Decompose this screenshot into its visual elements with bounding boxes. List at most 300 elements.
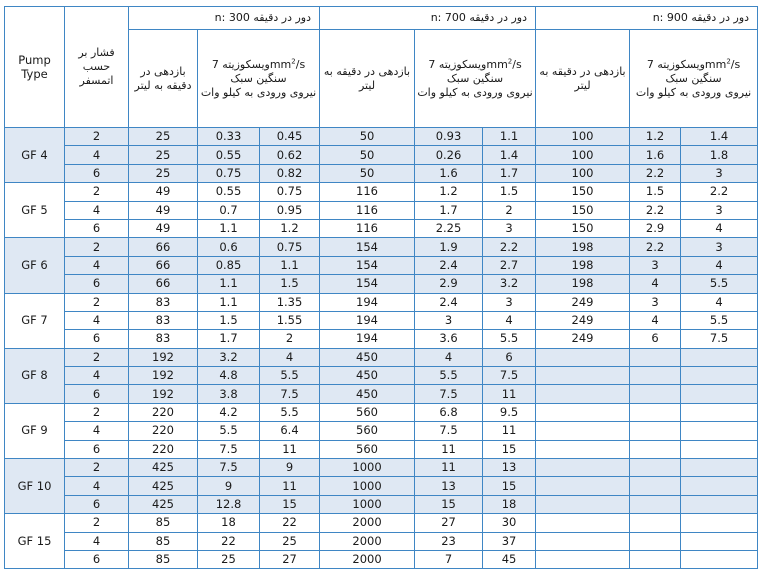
- table-cell: [536, 495, 630, 513]
- viscosity-label-post: /s: [730, 57, 741, 71]
- viscosity-label: [630, 58, 757, 72]
- pump-type-header: Pump Type: [5, 7, 65, 128]
- viscosity-line2: سنگین سبک: [446, 71, 504, 85]
- table-cell: 220: [129, 403, 198, 421]
- table-cell: [681, 385, 758, 403]
- table-cell: 85: [129, 514, 198, 532]
- table-cell: 50: [320, 128, 415, 146]
- table-cell: 6: [65, 440, 129, 458]
- table-row: [5, 238, 758, 256]
- table-cell: [630, 348, 681, 366]
- table-row: [5, 477, 758, 495]
- table-cell: 0.55: [198, 183, 260, 201]
- table-cell: 1.1: [198, 293, 260, 311]
- table-row: [5, 164, 758, 182]
- table-cell: 6: [630, 330, 681, 348]
- viscosity-line2: سنگین سبک: [665, 71, 722, 85]
- pump-type-cell: GF 8: [5, 348, 65, 403]
- table-cell: 6: [65, 495, 129, 513]
- table-cell: 2.4: [415, 293, 483, 311]
- table-cell: 100: [536, 164, 630, 182]
- table-cell: 194: [320, 330, 415, 348]
- table-cell: 4: [65, 422, 129, 440]
- table-cell: 83: [129, 311, 198, 329]
- table-cell: [681, 532, 758, 550]
- table-cell: 249: [536, 311, 630, 329]
- table-cell: 11: [483, 385, 536, 403]
- table-cell: 4: [65, 146, 129, 164]
- table-cell: [630, 385, 681, 403]
- table-cell: 220: [129, 422, 198, 440]
- table-cell: 11: [260, 440, 320, 458]
- output-label: بازدهی در دقیقه به لیتر: [539, 64, 626, 92]
- table-cell: 1.5: [630, 183, 681, 201]
- table-cell: 150: [536, 219, 630, 237]
- table-cell: 150: [536, 201, 630, 219]
- table-cell: 7.5: [483, 367, 536, 385]
- table-cell: 1.9: [415, 238, 483, 256]
- table-row: [5, 330, 758, 348]
- table-cell: 5.5: [260, 403, 320, 421]
- table-row: [5, 403, 758, 421]
- table-cell: 425: [129, 495, 198, 513]
- table-cell: 25: [260, 532, 320, 550]
- table-cell: 0.62: [260, 146, 320, 164]
- table-row: [5, 275, 758, 293]
- table-cell: 0.85: [198, 256, 260, 274]
- table-cell: 1.35: [260, 293, 320, 311]
- table-cell: 6.8: [415, 403, 483, 421]
- table-cell: 11: [483, 422, 536, 440]
- table-cell: 1000: [320, 495, 415, 513]
- table-cell: 6: [65, 275, 129, 293]
- table-cell: 2.2: [630, 164, 681, 182]
- table-cell: 2000: [320, 514, 415, 532]
- table-cell: 154: [320, 256, 415, 274]
- table-cell: 1.4: [483, 146, 536, 164]
- table-cell: 4: [65, 532, 129, 550]
- table-cell: [536, 459, 630, 477]
- table-cell: 5.5: [260, 367, 320, 385]
- table-cell: 2000: [320, 550, 415, 568]
- table-cell: 7.5: [415, 385, 483, 403]
- viscosity-header-300: [198, 30, 320, 128]
- table-cell: [681, 459, 758, 477]
- table-cell: 37: [483, 532, 536, 550]
- table-cell: 116: [320, 219, 415, 237]
- table-cell: [630, 495, 681, 513]
- table-cell: 49: [129, 201, 198, 219]
- table-row: [5, 348, 758, 366]
- table-cell: 0.26: [415, 146, 483, 164]
- table-cell: 0.75: [260, 183, 320, 201]
- table-row: [5, 219, 758, 237]
- table-cell: 560: [320, 422, 415, 440]
- table-cell: 7.5: [198, 440, 260, 458]
- table-cell: [536, 403, 630, 421]
- pump-type-cell: GF 4: [5, 128, 65, 183]
- table-cell: 6: [65, 164, 129, 182]
- table-cell: 1.4: [681, 128, 758, 146]
- table-cell: [536, 514, 630, 532]
- table-cell: 3: [415, 311, 483, 329]
- table-cell: 2000: [320, 532, 415, 550]
- table-cell: 1.5: [260, 275, 320, 293]
- table-cell: 4: [65, 367, 129, 385]
- table-cell: [630, 477, 681, 495]
- table-body: [5, 128, 758, 569]
- table-row: [5, 385, 758, 403]
- table-row: [5, 495, 758, 513]
- table-cell: 66: [129, 275, 198, 293]
- table-row: [5, 550, 758, 568]
- table-cell: [681, 367, 758, 385]
- table-cell: [681, 422, 758, 440]
- table-row: [5, 459, 758, 477]
- viscosity-header-700: [415, 30, 536, 128]
- table-cell: 15: [260, 495, 320, 513]
- table-row: [5, 146, 758, 164]
- table-cell: 3: [681, 164, 758, 182]
- output-label: بازدهی در دقیقه به لیتر: [323, 64, 411, 92]
- table-cell: 0.95: [260, 201, 320, 219]
- table-cell: 194: [320, 293, 415, 311]
- table-cell: 50: [320, 164, 415, 182]
- table-cell: 7.5: [415, 422, 483, 440]
- table-cell: 3: [483, 293, 536, 311]
- table-cell: 5.5: [415, 367, 483, 385]
- viscosity-label-sup: 2: [507, 56, 513, 65]
- table-cell: 1.1: [198, 219, 260, 237]
- table-cell: 154: [320, 275, 415, 293]
- table-cell: 3: [630, 256, 681, 274]
- table-cell: [681, 514, 758, 532]
- table-cell: [681, 550, 758, 568]
- table-cell: 2.2: [483, 238, 536, 256]
- table-cell: 12.8: [198, 495, 260, 513]
- table-cell: 49: [129, 183, 198, 201]
- table-cell: [681, 495, 758, 513]
- table-cell: 2: [65, 459, 129, 477]
- table-cell: 2.25: [415, 219, 483, 237]
- table-row: [5, 201, 758, 219]
- table-cell: 4: [630, 311, 681, 329]
- output-header-300: [129, 30, 198, 128]
- table-cell: 18: [198, 514, 260, 532]
- table-cell: [681, 403, 758, 421]
- table-cell: 22: [260, 514, 320, 532]
- table-cell: 5.5: [681, 311, 758, 329]
- table-cell: 0.75: [260, 238, 320, 256]
- table-cell: 4.2: [198, 403, 260, 421]
- table-cell: 7.5: [198, 459, 260, 477]
- table-cell: 3: [483, 219, 536, 237]
- pump-type-cell: GF 15: [5, 514, 65, 569]
- table-cell: [630, 514, 681, 532]
- table-cell: [630, 440, 681, 458]
- table-cell: 13: [483, 459, 536, 477]
- table-cell: 7.5: [681, 330, 758, 348]
- table-cell: 2: [65, 293, 129, 311]
- table-cell: 1.5: [198, 311, 260, 329]
- table-cell: 2: [483, 201, 536, 219]
- table-cell: 5.5: [198, 422, 260, 440]
- table-cell: 25: [129, 128, 198, 146]
- pressure-header: فشار بر حسب اتمسفر: [65, 7, 129, 128]
- table-row: [5, 367, 758, 385]
- viscosity-line3: نیروی ورودی به کیلو وات: [635, 85, 752, 99]
- table-cell: 1.2: [415, 183, 483, 201]
- table-cell: 560: [320, 403, 415, 421]
- table-cell: 3: [681, 238, 758, 256]
- table-cell: 198: [536, 256, 630, 274]
- viscosity-label: [415, 58, 535, 72]
- table-cell: 45: [483, 550, 536, 568]
- table-cell: 6: [483, 348, 536, 366]
- table-cell: 220: [129, 440, 198, 458]
- table-cell: 100: [536, 146, 630, 164]
- table-cell: 1.6: [630, 146, 681, 164]
- table-cell: 11: [415, 459, 483, 477]
- table-cell: 23: [415, 532, 483, 550]
- table-cell: 66: [129, 238, 198, 256]
- viscosity-label-post: /s: [295, 57, 306, 71]
- table-row: [5, 128, 758, 146]
- pump-type-cell: GF 6: [5, 238, 65, 293]
- table-row: [5, 532, 758, 550]
- table-cell: [536, 440, 630, 458]
- table-cell: 2.4: [415, 256, 483, 274]
- table-cell: 249: [536, 293, 630, 311]
- table-cell: 11: [260, 477, 320, 495]
- table-row: [5, 183, 758, 201]
- table-cell: 22: [198, 532, 260, 550]
- table-cell: 4: [415, 348, 483, 366]
- table-cell: 450: [320, 385, 415, 403]
- table-cell: 1.7: [483, 164, 536, 182]
- pump-spec-table: [4, 6, 758, 569]
- viscosity-label-sup: 2: [726, 56, 731, 65]
- viscosity-label-post: /s: [512, 57, 522, 71]
- table-cell: [536, 477, 630, 495]
- table-cell: 85: [129, 550, 198, 568]
- table-cell: 7: [415, 550, 483, 568]
- table-cell: 3.2: [483, 275, 536, 293]
- table-cell: 6.4: [260, 422, 320, 440]
- table-cell: 18: [483, 495, 536, 513]
- table-cell: 13: [415, 477, 483, 495]
- table-cell: 9: [198, 477, 260, 495]
- table-cell: 49: [129, 219, 198, 237]
- table-row: [5, 256, 758, 274]
- table-cell: 2.2: [630, 238, 681, 256]
- pump-type-cell: GF 9: [5, 403, 65, 458]
- viscosity-label-pre: ویسکوزیته 7mm: [646, 57, 727, 71]
- table-cell: 3.2: [198, 348, 260, 366]
- viscosity-line3: نیروی ورودی به کیلو وات: [200, 85, 317, 99]
- table-cell: 0.45: [260, 128, 320, 146]
- table-cell: 66: [129, 256, 198, 274]
- table-cell: 4: [260, 348, 320, 366]
- table-cell: 1.6: [415, 164, 483, 182]
- table-cell: [536, 422, 630, 440]
- table-cell: 83: [129, 330, 198, 348]
- table-cell: 83: [129, 293, 198, 311]
- table-cell: 15: [483, 440, 536, 458]
- table-cell: [630, 422, 681, 440]
- table-cell: 2: [65, 128, 129, 146]
- table-cell: 116: [320, 183, 415, 201]
- table-cell: 4: [630, 275, 681, 293]
- table-cell: 1.1: [483, 128, 536, 146]
- table-row: [5, 422, 758, 440]
- table-cell: 2.2: [630, 201, 681, 219]
- table-cell: 249: [536, 330, 630, 348]
- table-cell: 1.7: [415, 201, 483, 219]
- table-cell: 198: [536, 238, 630, 256]
- table-cell: 1.7: [198, 330, 260, 348]
- table-cell: 27: [415, 514, 483, 532]
- table-cell: 425: [129, 477, 198, 495]
- table-cell: 5.5: [681, 275, 758, 293]
- table-cell: 4.8: [198, 367, 260, 385]
- table-cell: 425: [129, 459, 198, 477]
- viscosity-label: [198, 58, 319, 72]
- table-cell: 0.33: [198, 128, 260, 146]
- table-cell: 2.9: [630, 219, 681, 237]
- table-cell: 1.1: [198, 275, 260, 293]
- table-cell: 1000: [320, 477, 415, 495]
- table-row: [5, 440, 758, 458]
- table-cell: 2.7: [483, 256, 536, 274]
- table-cell: 1.55: [260, 311, 320, 329]
- table-cell: 3.6: [415, 330, 483, 348]
- table-cell: 25: [129, 164, 198, 182]
- table-cell: 6: [65, 219, 129, 237]
- table-row: [5, 514, 758, 532]
- speed-300-header: دور در دقیقه n: 300: [129, 7, 320, 30]
- table-cell: 2.2: [681, 183, 758, 201]
- table-cell: 7.5: [260, 385, 320, 403]
- table-cell: 6: [65, 330, 129, 348]
- table-cell: [630, 367, 681, 385]
- table-cell: [681, 440, 758, 458]
- table-cell: 9: [260, 459, 320, 477]
- table-cell: 560: [320, 440, 415, 458]
- table-cell: 192: [129, 385, 198, 403]
- table-cell: 1000: [320, 459, 415, 477]
- table-cell: 2: [65, 403, 129, 421]
- table-cell: 5.5: [483, 330, 536, 348]
- pump-type-cell: GF 7: [5, 293, 65, 348]
- speed-700-header: دور در دقیقه n: 700: [320, 7, 536, 30]
- table-cell: 0.7: [198, 201, 260, 219]
- table-cell: 4: [681, 219, 758, 237]
- table-cell: 4: [65, 256, 129, 274]
- output-header-700: [320, 30, 415, 128]
- table-cell: 0.82: [260, 164, 320, 182]
- viscosity-label-sup: 2: [291, 56, 296, 65]
- viscosity-line3: نیروی ورودی به کیلو وات: [417, 85, 533, 99]
- table-cell: 2: [65, 348, 129, 366]
- table-cell: 450: [320, 348, 415, 366]
- table-cell: 25: [198, 550, 260, 568]
- table-cell: 192: [129, 348, 198, 366]
- viscosity-line2: سنگین سبک: [230, 71, 287, 85]
- table-cell: 0.6: [198, 238, 260, 256]
- table-row: [5, 293, 758, 311]
- table-cell: 11: [415, 440, 483, 458]
- viscosity-label-pre: ویسکوزیته 7mm: [428, 57, 508, 71]
- table-cell: [630, 459, 681, 477]
- output-label: بازدهی در دقیقه به لیتر: [134, 64, 192, 92]
- table-cell: 4: [483, 311, 536, 329]
- table-cell: 2: [65, 183, 129, 201]
- table-cell: 4: [681, 293, 758, 311]
- pump-type-cell: GF 5: [5, 183, 65, 238]
- table-cell: 1.2: [260, 219, 320, 237]
- table-cell: [630, 532, 681, 550]
- viscosity-header-900: [630, 30, 758, 128]
- table-cell: [681, 348, 758, 366]
- table-cell: 192: [129, 367, 198, 385]
- table-cell: 85: [129, 532, 198, 550]
- table-cell: 3: [630, 293, 681, 311]
- table-cell: [536, 532, 630, 550]
- table-cell: 4: [65, 477, 129, 495]
- table-cell: 2.9: [415, 275, 483, 293]
- table-cell: 2: [65, 238, 129, 256]
- table-cell: 0.93: [415, 128, 483, 146]
- table-cell: 3.8: [198, 385, 260, 403]
- table-cell: 0.55: [198, 146, 260, 164]
- table-cell: 150: [536, 183, 630, 201]
- output-header-900: [536, 30, 630, 128]
- table-cell: 1.2: [630, 128, 681, 146]
- table-cell: [536, 385, 630, 403]
- table-cell: 2: [260, 330, 320, 348]
- table-header: [5, 7, 758, 128]
- table-cell: 154: [320, 238, 415, 256]
- table-cell: [536, 367, 630, 385]
- table-row: [5, 311, 758, 329]
- table-cell: 194: [320, 311, 415, 329]
- pump-type-cell: GF 10: [5, 459, 65, 514]
- table-cell: 4: [65, 311, 129, 329]
- table-cell: [536, 550, 630, 568]
- table-cell: 116: [320, 201, 415, 219]
- table-cell: 50: [320, 146, 415, 164]
- table-cell: 1.8: [681, 146, 758, 164]
- table-cell: 4: [681, 256, 758, 274]
- viscosity-label-pre: ویسکوزیته 7mm: [211, 57, 292, 71]
- table-cell: 1.1: [260, 256, 320, 274]
- table-cell: 1.5: [483, 183, 536, 201]
- speed-900-header: دور در دقیقه n: 900: [536, 7, 758, 30]
- table-cell: [681, 477, 758, 495]
- table-cell: [630, 550, 681, 568]
- table-cell: 3: [681, 201, 758, 219]
- table-cell: 0.75: [198, 164, 260, 182]
- table-cell: 2: [65, 514, 129, 532]
- table-cell: [630, 403, 681, 421]
- table-cell: 4: [65, 201, 129, 219]
- table-cell: 30: [483, 514, 536, 532]
- table-cell: 100: [536, 128, 630, 146]
- table-cell: 6: [65, 550, 129, 568]
- table-cell: 198: [536, 275, 630, 293]
- table-cell: 9.5: [483, 403, 536, 421]
